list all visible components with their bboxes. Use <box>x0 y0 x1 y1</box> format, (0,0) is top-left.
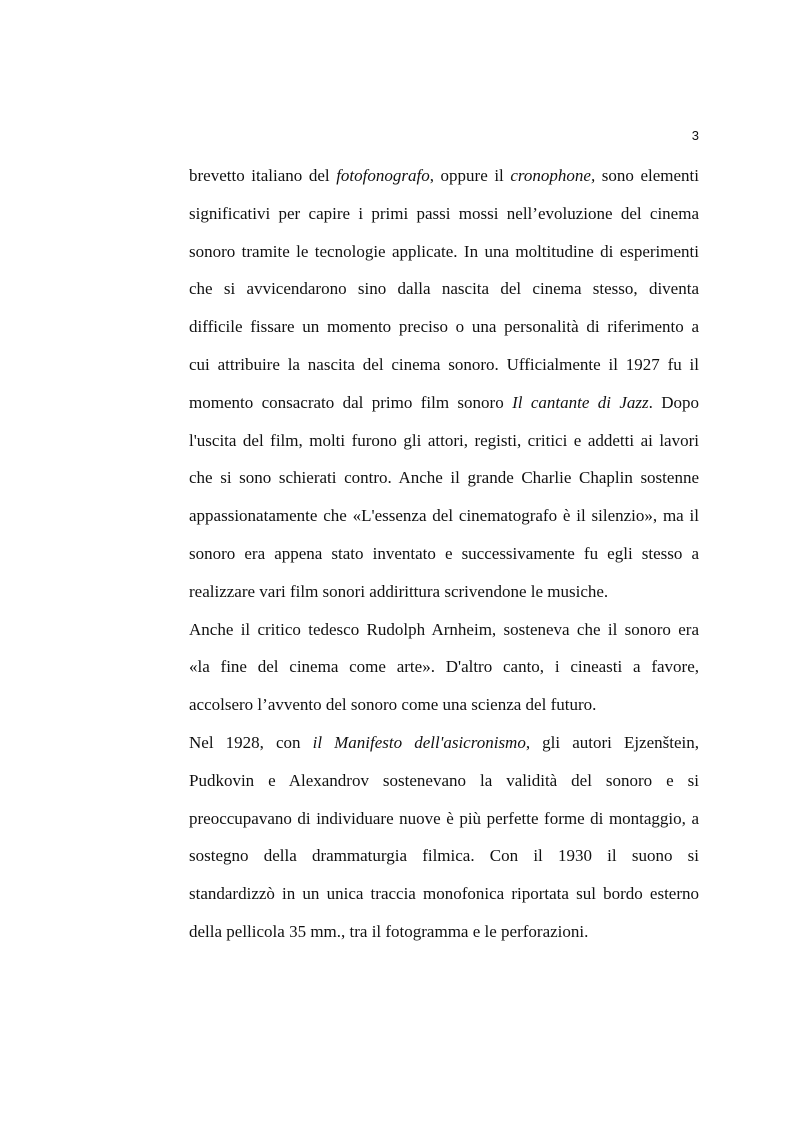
text-segment: Nel 1928, con <box>189 732 313 752</box>
text-line <box>189 800 699 838</box>
text-line <box>189 724 699 762</box>
text-line <box>189 497 699 535</box>
text-line <box>189 611 699 649</box>
text-segment: accolsero l’avvento del sonoro come una scienza del futuro. <box>189 695 597 715</box>
text-line <box>189 195 699 233</box>
text-segment: della pellicola 35 mm., tra il fotogramma e le perforazioni. <box>189 921 589 941</box>
text-segment: appassionatamente che «L'essenza del cinematografo è il silenzio», ma il <box>189 506 699 526</box>
text-segment: sono elementi <box>595 166 700 185</box>
italic-text: il Manifesto dell'asicronismo <box>312 732 526 752</box>
text-segment: realizzare vari film sonori addirittura scrivendone le musiche. <box>189 581 609 601</box>
text-segment: brevetto italiano del <box>189 166 337 185</box>
text-segment: momento consacrato dal primo film sonoro <box>189 392 513 412</box>
text-segment: difficile fissare un momento preciso o una personalità di riferimento a <box>189 317 699 337</box>
text-line <box>189 913 699 951</box>
text-segment: sostegno della drammaturgia filmica. Con il 1930 il suono si <box>189 846 699 866</box>
text-line <box>189 875 699 913</box>
italic-text: fotofonografo <box>336 166 430 185</box>
text-line <box>189 157 699 195</box>
text-segment: che si sono schierati contro. Anche il grande Charlie Chaplin sostenne <box>189 468 699 488</box>
text-line <box>189 686 699 724</box>
text-line <box>189 573 699 611</box>
text-segment: , oppure il <box>429 166 511 185</box>
text-segment: sonoro tramite le tecnologie applicate. In una moltitudine di esperimenti <box>189 241 699 261</box>
text-line <box>189 535 699 573</box>
text-line <box>189 270 699 308</box>
text-segment: preoccupavano di individuare nuove è più perfette forme di montaggio, a <box>189 808 699 828</box>
text-segment: standardizzò in un unica traccia monofonica riportata sul bordo esterno <box>189 884 699 904</box>
page-number: 3 <box>691 128 699 143</box>
text-segment: . Dopo <box>648 392 700 412</box>
text-segment: significativi per capire i primi passi mossi nell’evoluzione del cinema <box>189 203 699 223</box>
text-segment: cui attribuire la nascita del cinema sonoro. Ufficialmente il 1927 fu il <box>189 354 699 374</box>
italic-text: cronophone, <box>510 166 596 185</box>
text-segment: Anche il critico tedesco Rudolph Arnheim, sosteneva che il sonoro era <box>189 619 699 639</box>
text-segment: , gli autori Ejzenštein, <box>525 732 700 752</box>
text-segment: che si avvicendarono sino dalla nascita del cinema stesso, diventa <box>189 279 699 299</box>
text-line <box>189 384 699 422</box>
text-line <box>189 346 699 384</box>
text-line <box>189 308 699 346</box>
body-text <box>189 157 699 951</box>
text-segment: l'uscita del film, molti furono gli attori, registi, critici e addetti ai lavori <box>189 430 699 450</box>
text-line <box>189 762 699 800</box>
italic-text: Il cantante di Jazz <box>512 392 649 412</box>
text-segment: Pudkovin e Alexandrov sostenevano la validità del sonoro e si <box>189 770 699 790</box>
text-line <box>189 837 699 875</box>
text-line <box>189 459 699 497</box>
text-segment: «la fine del cinema come arte». D'altro canto, i cineasti a favore, <box>189 657 699 677</box>
text-line <box>189 422 699 460</box>
text-line <box>189 648 699 686</box>
text-line <box>189 233 699 271</box>
text-segment: sonoro era appena stato inventato e successivamente fu egli stesso a <box>189 543 699 563</box>
